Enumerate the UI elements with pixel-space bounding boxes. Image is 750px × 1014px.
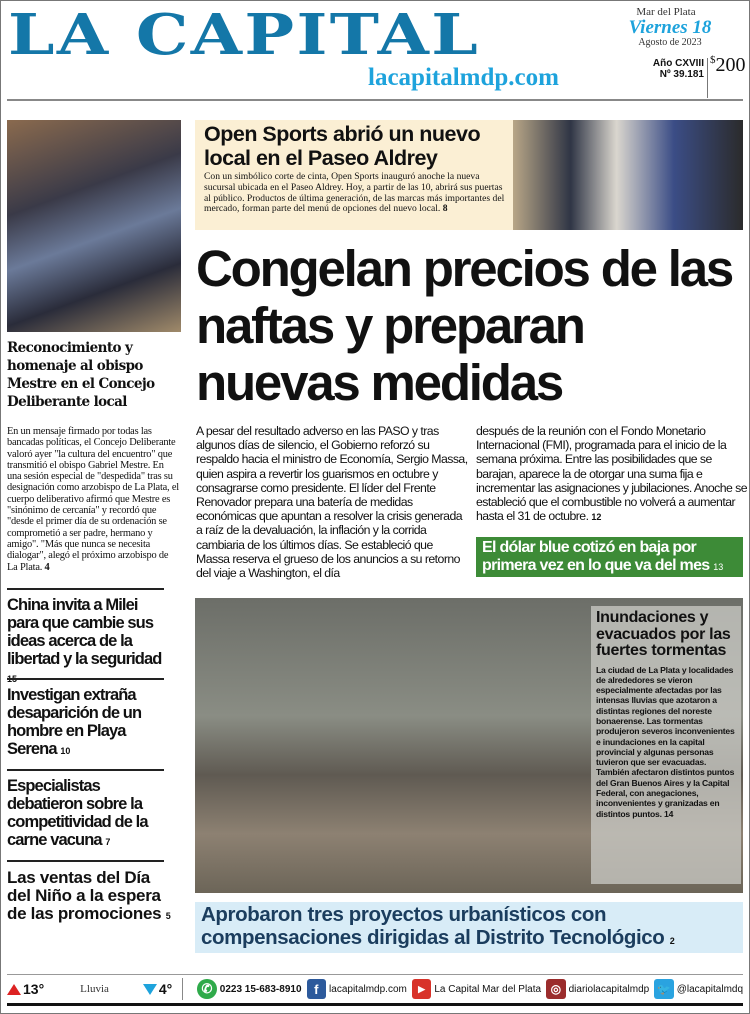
divider: [7, 860, 164, 862]
min-temp: 4°: [158, 981, 173, 997]
divider: [7, 588, 164, 590]
main-headline[interactable]: Congelan precios de las naftas y preparan nuevas medidas: [196, 240, 733, 411]
year-volume: Año CXVIII: [652, 58, 704, 69]
headline-text: Las ventas del Día del Niño a la espera de las promociones: [7, 868, 162, 923]
footer-rule: [7, 974, 743, 975]
storm-body: [596, 665, 736, 819]
main-story-text: después de la reunión con el Fondo Monetario Internacional (FMI), programada para el inicio de la semana próxima. Entre las posibilidades que se barajan, aparece la de otorgar una suma fija e incrementar las asignaciones y jubilaciones. Anoche se estableció que el combustible no volverá a aumentar hasta el 31 de octubre.: [476, 424, 748, 524]
footer-bottom-rule: [7, 1003, 743, 1006]
whatsapp-icon[interactable]: ✆: [197, 979, 217, 999]
headline-text: China invita a Milei para que cambie sus ideas acerca de la libertad y la seguridad: [7, 596, 162, 668]
date-box: [600, 6, 740, 48]
masthead-logo[interactable]: LA CAPITAL: [8, 2, 481, 68]
youtube-handle[interactable]: La Capital Mar del Plata: [434, 983, 542, 995]
dolar-blue-box[interactable]: [476, 537, 743, 577]
city: Mar del Plata: [636, 6, 696, 18]
page-ref: 12: [591, 512, 602, 523]
storm-overlay: [591, 606, 741, 884]
issue-number: Nº 39.181: [659, 69, 704, 80]
main-story-col1: A pesar del resultado adverso en las PASO y tras algunos días de silencio, el Gobierno reforzó su respaldo hacia el ministro de Economía, Sergio Massa, quien aspira a revertir los guarismos en octubre y consagrarse como presidente. El líder del Frente Renovador prepara una batería de medidas económicas que apuntan a resolver la crisis generada a raíz de la devaluación, la inflación y la corrida cambiaria de los últimos días. Se estableció que Massa reserva el grueso de los anuncios a su retorno del viaje a Washington, el día: [196, 424, 468, 581]
page-ref: 2: [669, 936, 675, 946]
side-headline-playa-serena[interactable]: [7, 686, 172, 760]
max-temp-icon: [7, 984, 21, 995]
open-sports-photo[interactable]: [513, 120, 743, 230]
divider: [7, 769, 164, 771]
storm-headline[interactable]: Inundaciones y evacuados por las fuertes tormentas: [596, 609, 731, 659]
page-ref: 13: [713, 562, 724, 572]
header-rule: [7, 99, 743, 101]
page-ref: 10: [60, 746, 71, 756]
min-temp-icon: [143, 984, 157, 995]
open-sports-body: [204, 172, 509, 215]
side-headline-carne[interactable]: [7, 777, 172, 851]
left-story-body: [7, 426, 179, 573]
price: [710, 54, 746, 77]
twitter-icon[interactable]: 🐦: [654, 979, 674, 999]
main-story-col2: [476, 424, 748, 524]
day: Viernes 18: [628, 17, 712, 38]
concejo-photo[interactable]: [7, 120, 181, 332]
facebook-icon[interactable]: f: [307, 979, 327, 999]
weather-condition: Lluvia: [80, 983, 109, 995]
side-headline-china[interactable]: [7, 596, 172, 688]
currency: $: [710, 54, 716, 66]
divider: [7, 678, 164, 680]
facebook-handle[interactable]: lacapitalmdp.com: [329, 983, 407, 995]
page-ref: 5: [165, 911, 171, 921]
page-ref: 7: [105, 837, 111, 847]
whatsapp-number[interactable]: 0223 15-683-8910: [219, 983, 302, 995]
open-sports-headline[interactable]: Open Sports abrió un nuevo local en el Paseo Aldrey: [204, 122, 481, 170]
youtube-icon[interactable]: ▶: [412, 979, 432, 999]
instagram-icon[interactable]: ◎: [546, 979, 566, 999]
open-sports-text: Con un simbólico corte de cinta, Open Sports inauguró anoche la nueva sucursal ubicada en el Paseo Aldrey. Hoy, a partir de las 10, abrirá sus puertas al público. Productos de última generación, de las marcas más importantes del mercado, forman parte del menú de opciones del nuevo local.: [204, 171, 505, 215]
storm-text: La ciudad de La Plata y localidades de alrededores se vieron especialmente afectadas por las intensas lluvias que azotaron a distintas regiones del noreste bonaerense. Las tormentas produjeron severos inconvenientes e inundaciones en la capital provincial y algunas personas tuvieron que ser evacuadas. También afectaron distintos puntos del Gran Buenos Aires y la Capital Federal, con anegaciones, inconvenientes y granizadas en distintos puntos.: [596, 664, 735, 819]
left-story-text: En un mensaje firmado por todas las bancadas políticas, el Concejo Deliberante valoró ayer "la cultura del encuentro" que transmitió el obispo Gabriel Mestre. En una sesión especial de "despedida" tras su designación como arzobispo de La Plata, el cuerpo deliberativo afirmó que Mestre es "sinónimo de cercanía" y recordó que "desde el primer día de su ordenación se comprometió a ser padre, hermano y amigo". "Más que nunca se necesita dialogar", alegó el próximo arzobispo de La Plata.: [7, 426, 179, 573]
instagram-handle[interactable]: diariolacapitalmdp: [568, 983, 650, 995]
dolar-headline: El dólar blue cotizó en baja por primera vez en lo que va del mes: [482, 539, 710, 574]
headline-text: Especialistas debatieron sobre la competitividad de la carne vacuna: [7, 777, 148, 849]
divider: [707, 58, 708, 98]
left-story-headline[interactable]: Reconocimiento y homenaje al obispo Mestre en el Concejo Deliberante local: [7, 340, 155, 410]
page-ref: 4: [44, 561, 50, 573]
price-value: 200: [715, 54, 746, 76]
headline-text: Investigan extraña desaparición de un hombre en Playa Serena: [7, 686, 142, 758]
page-ref: 14: [664, 808, 674, 819]
divider: [182, 978, 183, 1000]
urban-projects-box[interactable]: [195, 902, 743, 953]
page-ref: 8: [442, 203, 448, 215]
side-headline-dia-del-nino[interactable]: [7, 869, 172, 925]
footer-bar: [7, 978, 743, 1000]
urban-headline: Aprobaron tres proyectos urbanísticos con compensaciones dirigidas al Distrito Tecnológico: [201, 903, 665, 949]
twitter-handle[interactable]: @lacapitalmdq: [676, 983, 744, 995]
month: Agosto de 2023: [638, 37, 702, 48]
issue-info: [652, 58, 704, 80]
website-url[interactable]: lacapitalmdp.com: [368, 64, 559, 91]
max-temp: 13°: [23, 981, 45, 997]
